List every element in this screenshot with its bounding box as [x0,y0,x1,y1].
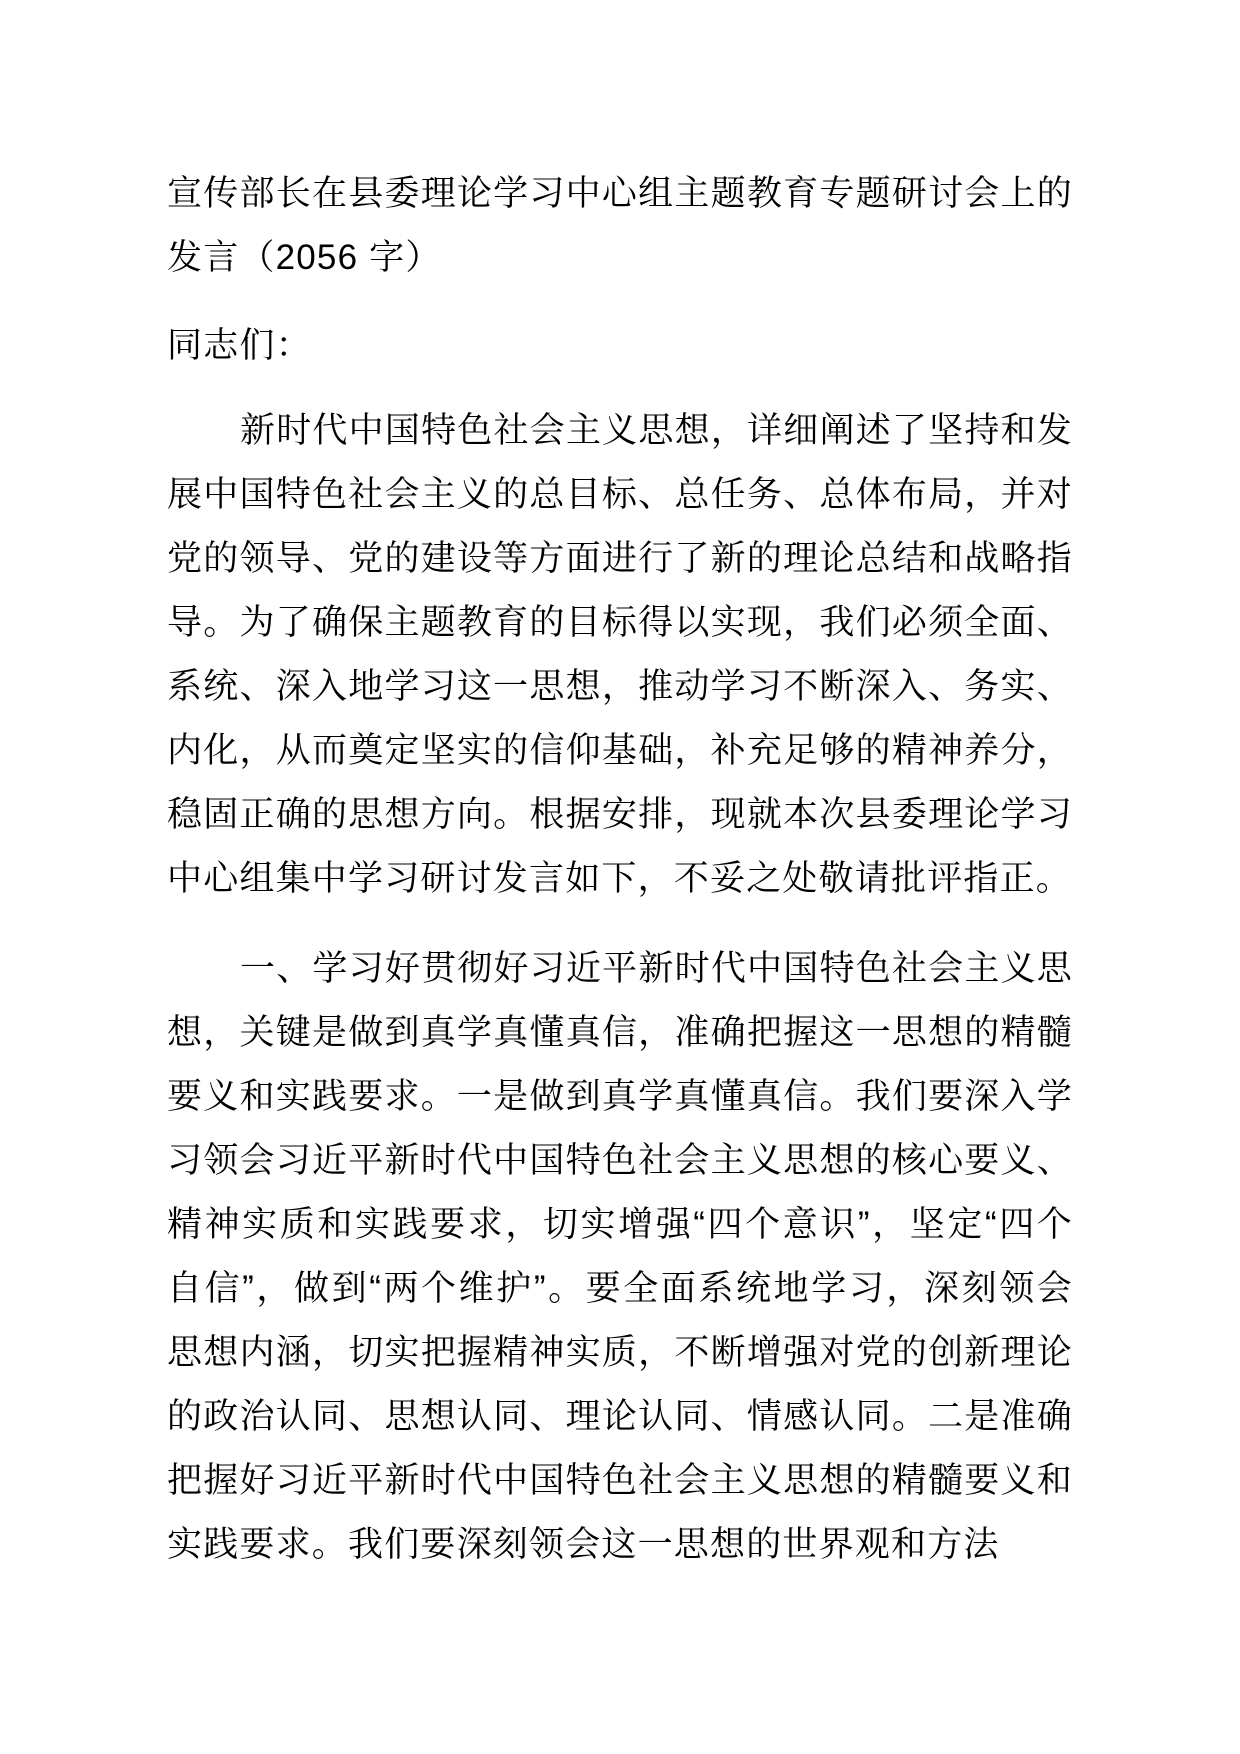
paragraph-section-one: 一、学习好贯彻好习近平新时代中国特色社会主义思想，关键是做到真学真懂真信，准确把握这一思想的精髓要义和实践要求。一是做到真学真懂真信。我们要深入学习领会习近平新时代中国特色社会主义思想的核心要义、精神实质和实践要求，切实增强“四个意识”，坚定“四个自信”，做到“两个维护”。要全面系统地学习，深刻领会思想内涵，切实把握精神实质，不断增强对党的创新理论的政治认同、思想认同、理论认同、情感认同。二是准确把握好习近平新时代中国特色社会主义思想的精髓要义和实践要求。我们要深刻领会这一思想的世界观和方法 [167,949,1073,1564]
salutation: 同志们： [167,326,312,365]
paragraph-intro: 新时代中国特色社会主义思想，详细阐述了坚持和发展中国特色社会主义的总目标、总任务、总体布局，并对党的领导、党的建设等方面进行了新的理论总结和战略指导。为了确保主题教育的目标得以实现，我们必须全面、系统、深入地学习这一思想，推动学习不断深入、务实、内化，从而奠定坚实的信仰基础，补充足够的精神养分，稳固正确的思想方向。根据安排，现就本次县委理论学习中心组集中学习研讨发言如下，不妥之处敬请批评指正。 [167,411,1073,898]
document-title: 宣传部长在县委理论学习中心组主题教育专题研讨会上的发言（2056 字） [167,174,1073,277]
